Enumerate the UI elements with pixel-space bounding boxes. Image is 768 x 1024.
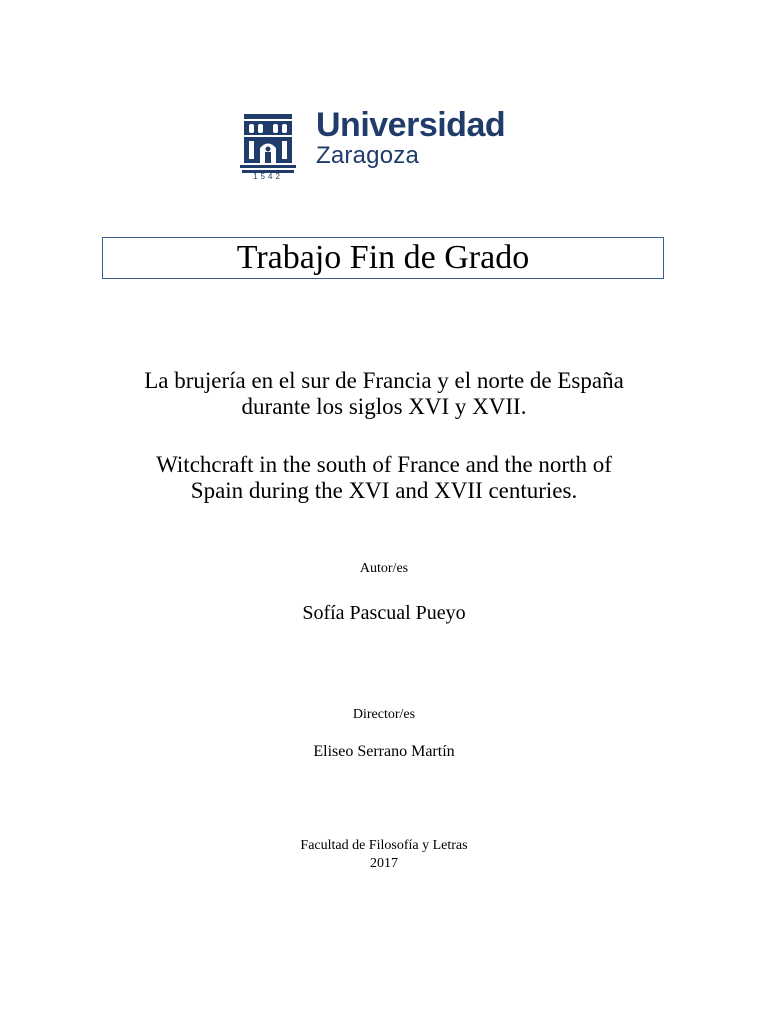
document-year: 2017 bbox=[370, 856, 398, 871]
thesis-title-english bbox=[80, 452, 688, 504]
author-label: Autor/es bbox=[359, 561, 409, 576]
university-name-sub: Zaragoza bbox=[316, 142, 419, 169]
thesis-title-spanish-line-1: La brujería en el sur de Francia y el norte de España bbox=[144, 368, 624, 393]
faculty-block bbox=[80, 837, 688, 873]
thesis-title-spanish-line-2: durante los siglos XVI y XVII. bbox=[241, 394, 527, 419]
thesis-title-english-line-2: Spain during the XVI and XVII centuries. bbox=[190, 478, 578, 503]
faculty-name: Facultad de Filosofía y Letras bbox=[300, 838, 468, 853]
document-heading: Trabajo Fin de Grado bbox=[236, 239, 530, 276]
title-box bbox=[102, 237, 664, 279]
author-name: Sofía Pascual Pueyo bbox=[302, 602, 466, 624]
university-building-icon bbox=[240, 112, 296, 176]
director-label: Director/es bbox=[352, 707, 416, 722]
thesis-title-english-line-1: Witchcraft in the south of France and the north of bbox=[156, 452, 612, 477]
university-name bbox=[316, 108, 505, 168]
director-name: Eliseo Serrano Martín bbox=[313, 743, 455, 760]
founding-year: 1542 bbox=[253, 172, 283, 181]
thesis-title-spanish bbox=[80, 368, 688, 420]
university-name-main: Universidad bbox=[316, 106, 506, 144]
